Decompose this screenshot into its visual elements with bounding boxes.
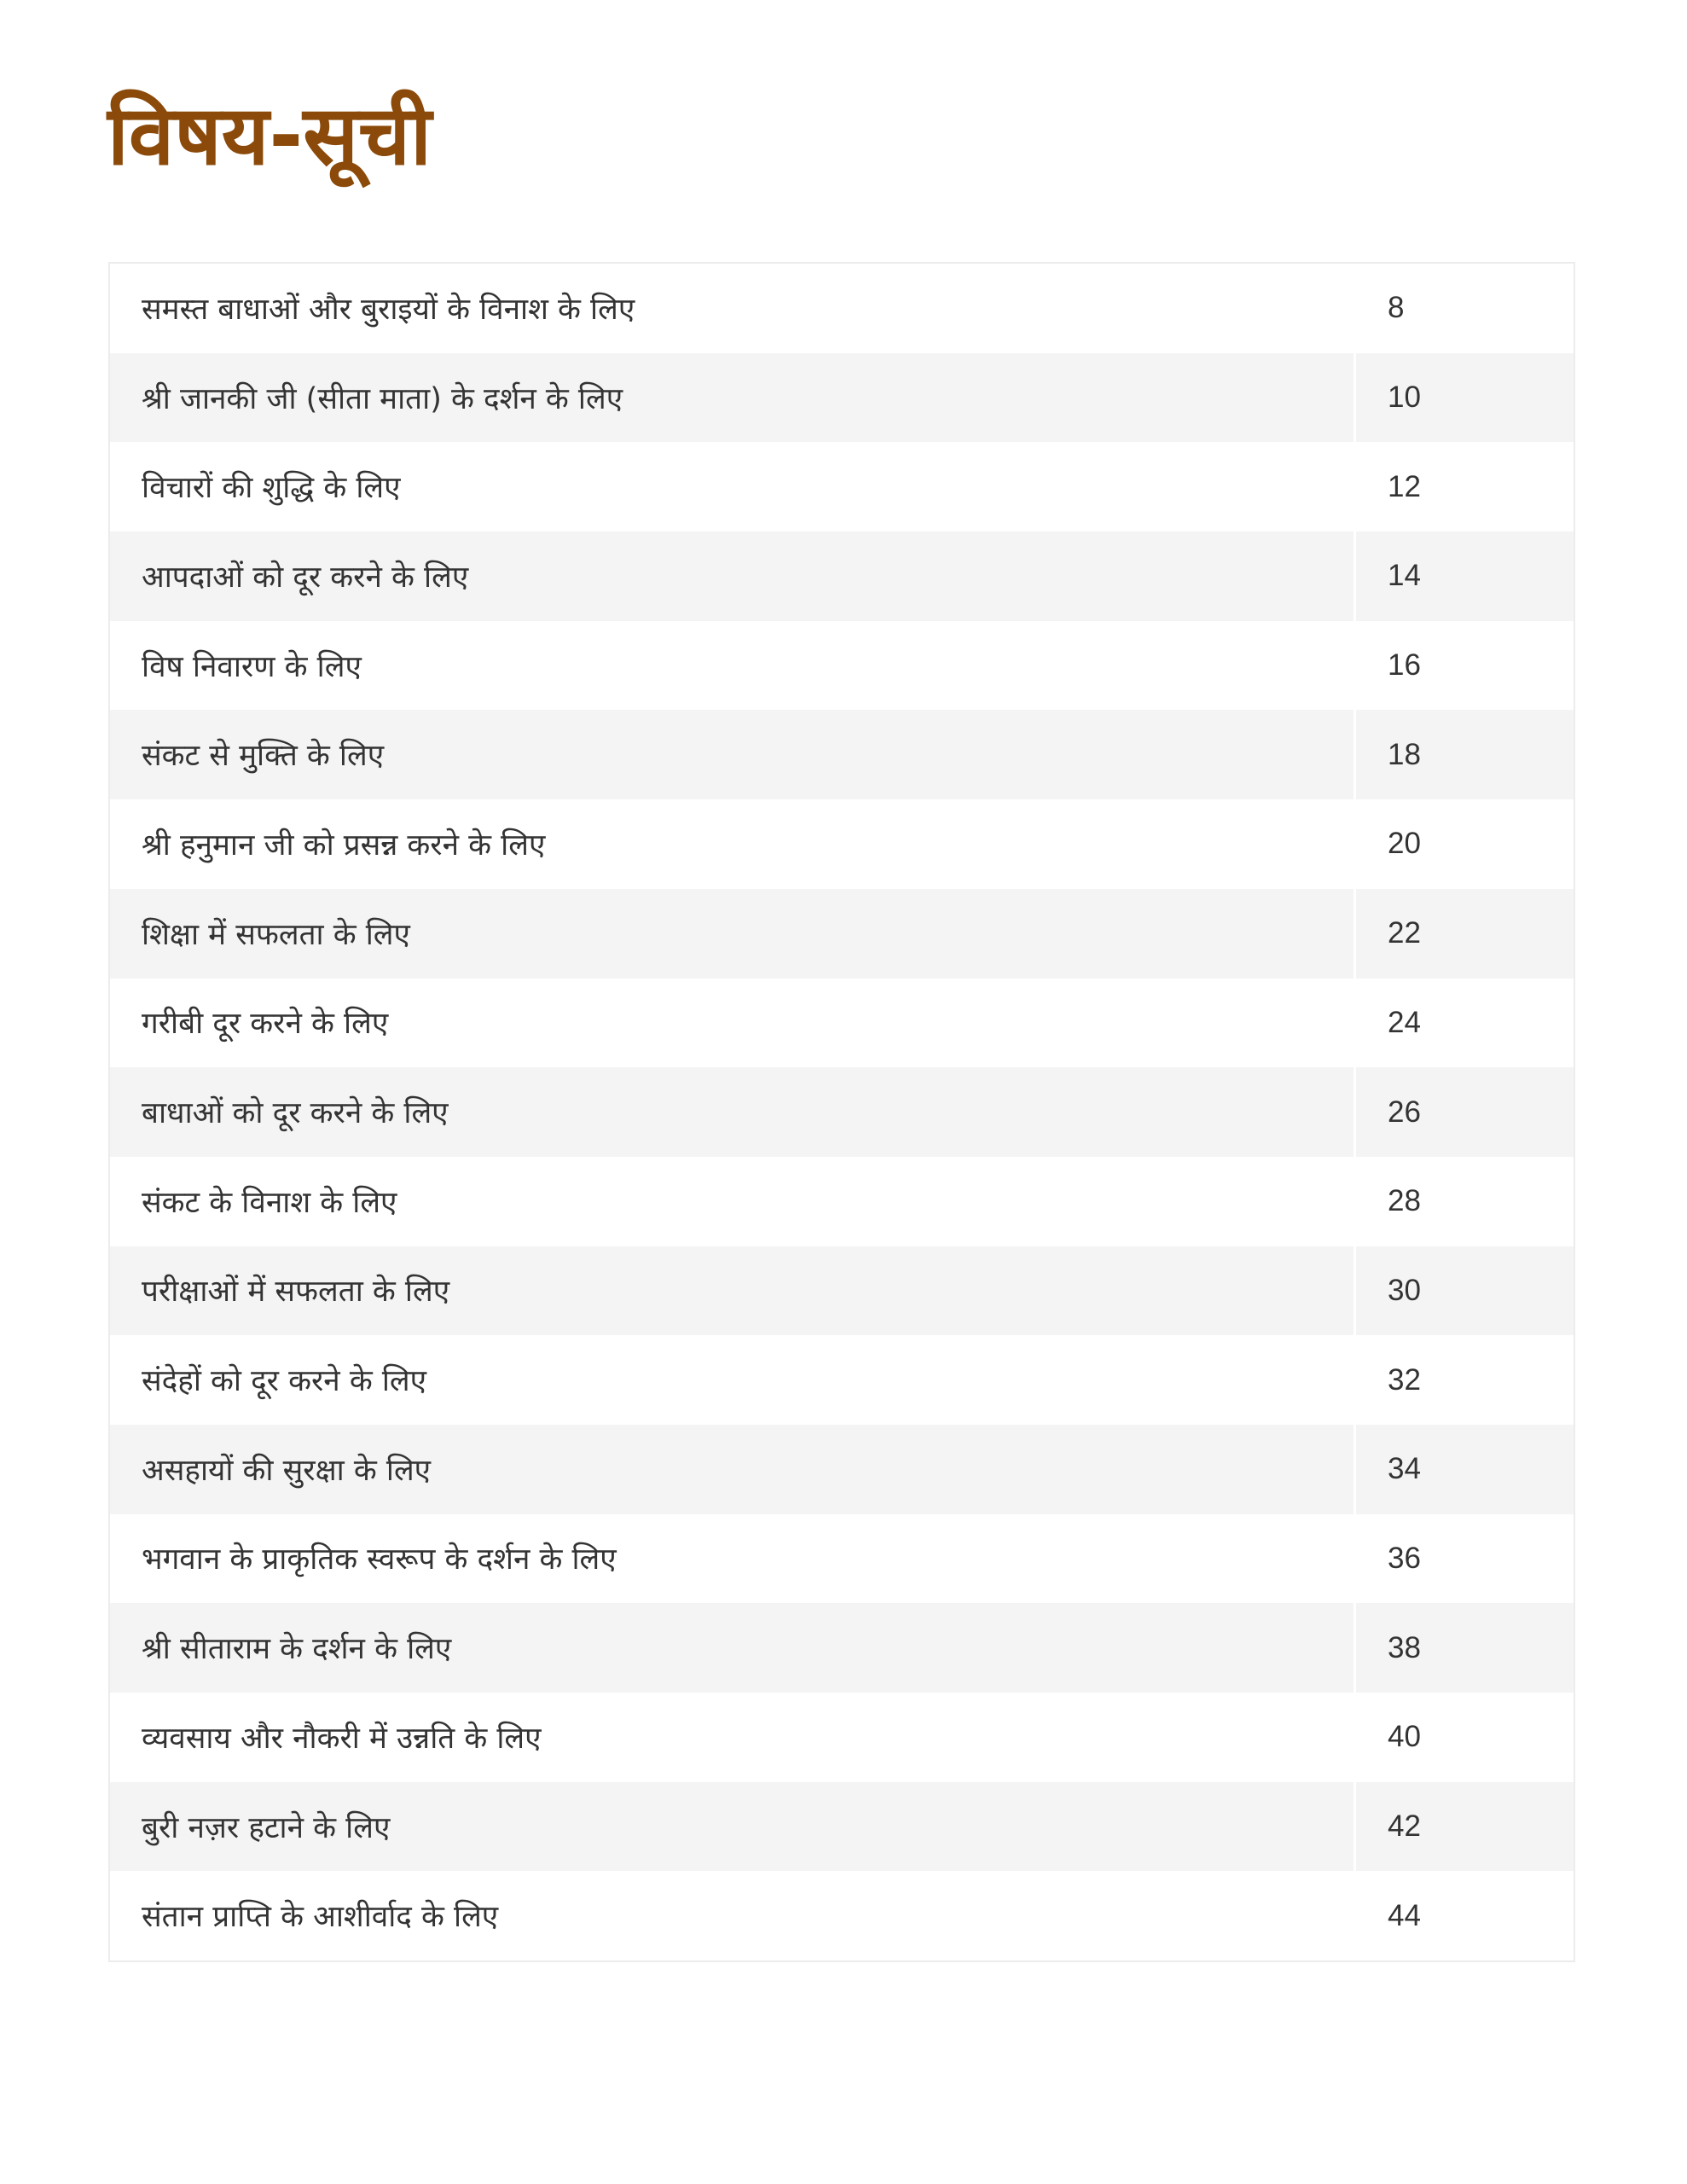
table-of-contents <box>108 262 1575 1962</box>
entry-title: असहायों की सुरक्षा के लिए <box>110 1425 1354 1514</box>
table-row <box>110 889 1574 979</box>
entry-title: बाधाओं को दूर करने के लिए <box>110 1067 1354 1157</box>
table-row <box>110 710 1574 799</box>
table-row <box>110 1335 1574 1425</box>
entry-page-number: 22 <box>1356 889 1574 979</box>
entry-page-number: 18 <box>1356 710 1574 799</box>
entry-title: परीक्षाओं में सफलता के लिए <box>110 1246 1354 1336</box>
entry-title: बुरी नज़र हटाने के लिए <box>110 1782 1354 1872</box>
entry-page-number: 10 <box>1356 353 1574 443</box>
table-row <box>110 264 1574 353</box>
table-row <box>110 531 1574 621</box>
table-row <box>110 1067 1574 1157</box>
entry-title: भगवान के प्राकृतिक स्वरूप के दर्शन के लिए <box>110 1514 1354 1604</box>
entry-title: संदेहों को दूर करने के लिए <box>110 1335 1354 1425</box>
entry-title: आपदाओं को दूर करने के लिए <box>110 531 1354 621</box>
entry-page-number: 34 <box>1356 1425 1574 1514</box>
entry-page-number: 44 <box>1356 1871 1574 1960</box>
table-row <box>110 1514 1574 1604</box>
entry-page-number: 24 <box>1356 979 1574 1068</box>
entry-title: गरीबी दूर करने के लिए <box>110 979 1354 1068</box>
entry-title: श्री जानकी जी (सीता माता) के दर्शन के लिए <box>110 353 1354 443</box>
entry-page-number: 30 <box>1356 1246 1574 1336</box>
entry-title: शिक्षा में सफलता के लिए <box>110 889 1354 979</box>
entry-title: श्री सीताराम के दर्शन के लिए <box>110 1603 1354 1693</box>
table-row <box>110 1157 1574 1246</box>
table-row <box>110 1871 1574 1960</box>
entry-page-number: 38 <box>1356 1603 1574 1693</box>
table-row <box>110 799 1574 889</box>
entry-title: समस्त बाधाओं और बुराइयों के विनाश के लिए <box>110 264 1354 353</box>
table-row <box>110 979 1574 1068</box>
table-row <box>110 1693 1574 1782</box>
entry-page-number: 14 <box>1356 531 1574 621</box>
entry-page-number: 16 <box>1356 621 1574 711</box>
entry-title: संकट के विनाश के लिए <box>110 1157 1354 1246</box>
entry-page-number: 42 <box>1356 1782 1574 1872</box>
table-row <box>110 442 1574 531</box>
table-row <box>110 1782 1574 1872</box>
entry-title: श्री हनुमान जी को प्रसन्न करने के लिए <box>110 799 1354 889</box>
table-row <box>110 1246 1574 1336</box>
table-row <box>110 1425 1574 1514</box>
entry-page-number: 32 <box>1356 1335 1574 1425</box>
entry-page-number: 40 <box>1356 1693 1574 1782</box>
entry-page-number: 36 <box>1356 1514 1574 1604</box>
table-row <box>110 353 1574 443</box>
page-title: विषय-सूची <box>107 88 432 183</box>
table-row <box>110 621 1574 711</box>
entry-title: संकट से मुक्ति के लिए <box>110 710 1354 799</box>
entry-page-number: 8 <box>1356 264 1574 353</box>
table-row <box>110 1603 1574 1693</box>
entry-title: विचारों की शुद्धि के लिए <box>110 442 1354 531</box>
entry-title: संतान प्राप्ति के आशीर्वाद के लिए <box>110 1871 1354 1960</box>
entry-page-number: 28 <box>1356 1157 1574 1246</box>
entry-page-number: 12 <box>1356 442 1574 531</box>
entry-page-number: 26 <box>1356 1067 1574 1157</box>
entry-title: विष निवारण के लिए <box>110 621 1354 711</box>
entry-title: व्यवसाय और नौकरी में उन्नति के लिए <box>110 1693 1354 1782</box>
entry-page-number: 20 <box>1356 799 1574 889</box>
